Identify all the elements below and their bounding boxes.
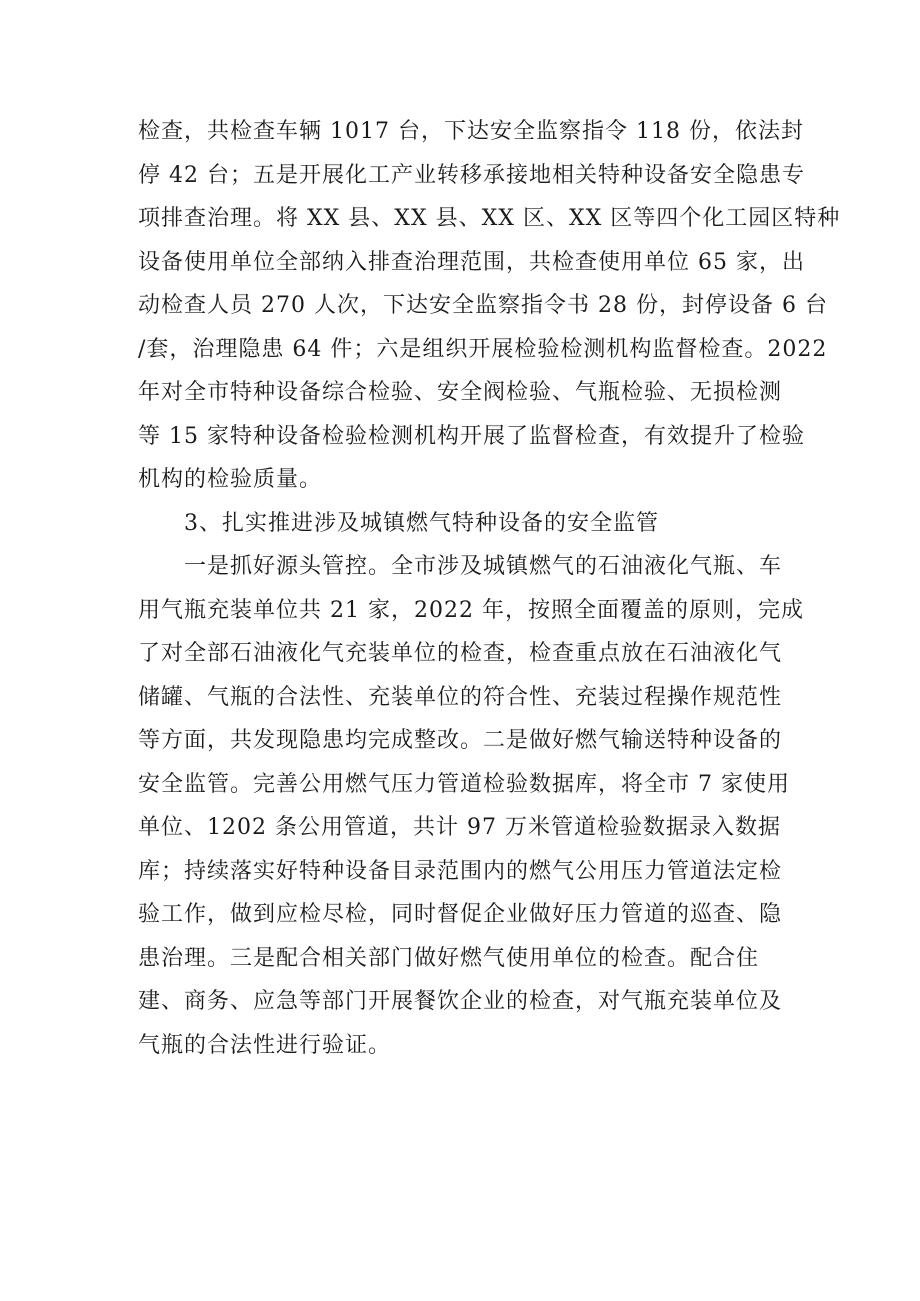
text-line: 气瓶的合法性进行验证。 xyxy=(138,1032,392,1058)
text-line: 等 15 家特种设备检验检测机构开展了监督检查，有效提升了检验 xyxy=(138,423,805,449)
text-line: 设备使用单位全部纳入排查治理范围，共检查使用单位 65 家，出 xyxy=(138,249,805,275)
text-line: /套，治理隐患 64 件；六是组织开展检验检测机构监督检查。2022 xyxy=(138,336,828,362)
text-line: 储罐、气瓶的合法性、充装单位的符合性、充装过程操作规范性 xyxy=(138,684,783,710)
text-line: 验工作，做到应检尽检，同时督促企业做好压力管道的巡查、隐 xyxy=(138,902,783,927)
text-line: 项排查治理。将 XX 县、XX 县、XX 区、XX 区等四个化工园区特种 xyxy=(138,206,841,231)
paragraph-gas-safety xyxy=(138,545,804,1067)
text-line: 年对全市特种设备综合检验、安全阀检验、气瓶检验、无损检测 xyxy=(138,380,783,405)
section-heading: 3、扎实推进涉及城镇燃气特种设备的安全监管 xyxy=(184,510,659,536)
text-line: 停 42 台；五是开展化工产业转移承接地相关特种设备安全隐患专 xyxy=(138,162,805,188)
text-line: 患治理。三是配合相关部门做好燃气使用单位的检查。配合住 xyxy=(138,945,760,971)
text-line: 用气瓶充装单位共 21 家，2022 年，按照全面覆盖的原则，完成 xyxy=(138,597,804,623)
text-line: 单位、1202 条公用管道，共计 97 万米管道检验数据录入数据 xyxy=(138,815,781,840)
text-line: 了对全部石油液化气充装单位的检查，检查重点放在石油液化气 xyxy=(138,641,783,666)
text-line: 等方面，共发现隐患均完成整改。二是做好燃气输送特种设备的 xyxy=(138,728,783,753)
text-line: 库；持续落实好特种设备目录范围内的燃气公用压力管道法定检 xyxy=(138,858,783,884)
text-line: 机构的检验质量。 xyxy=(138,467,323,492)
document-body xyxy=(138,110,841,1067)
text-line: 一是抓好源头管控。全市涉及城镇燃气的石油液化气瓶、车 xyxy=(184,554,783,579)
paragraph-inspection-summary xyxy=(138,110,841,502)
text-line: 检查，共检查车辆 1017 台，下达安全监察指令 118 份，依法封 xyxy=(138,119,804,144)
text-line: 建、商务、应急等部门开展餐饮企业的检查，对气瓶充装单位及 xyxy=(138,989,783,1014)
text-line: 动检查人员 270 人次，下达安全监察指令书 28 份，封停设备 6 台 xyxy=(138,293,828,318)
text-line: 安全监管。完善公用燃气压力管道检验数据库，将全市 7 家使用 xyxy=(138,771,790,797)
